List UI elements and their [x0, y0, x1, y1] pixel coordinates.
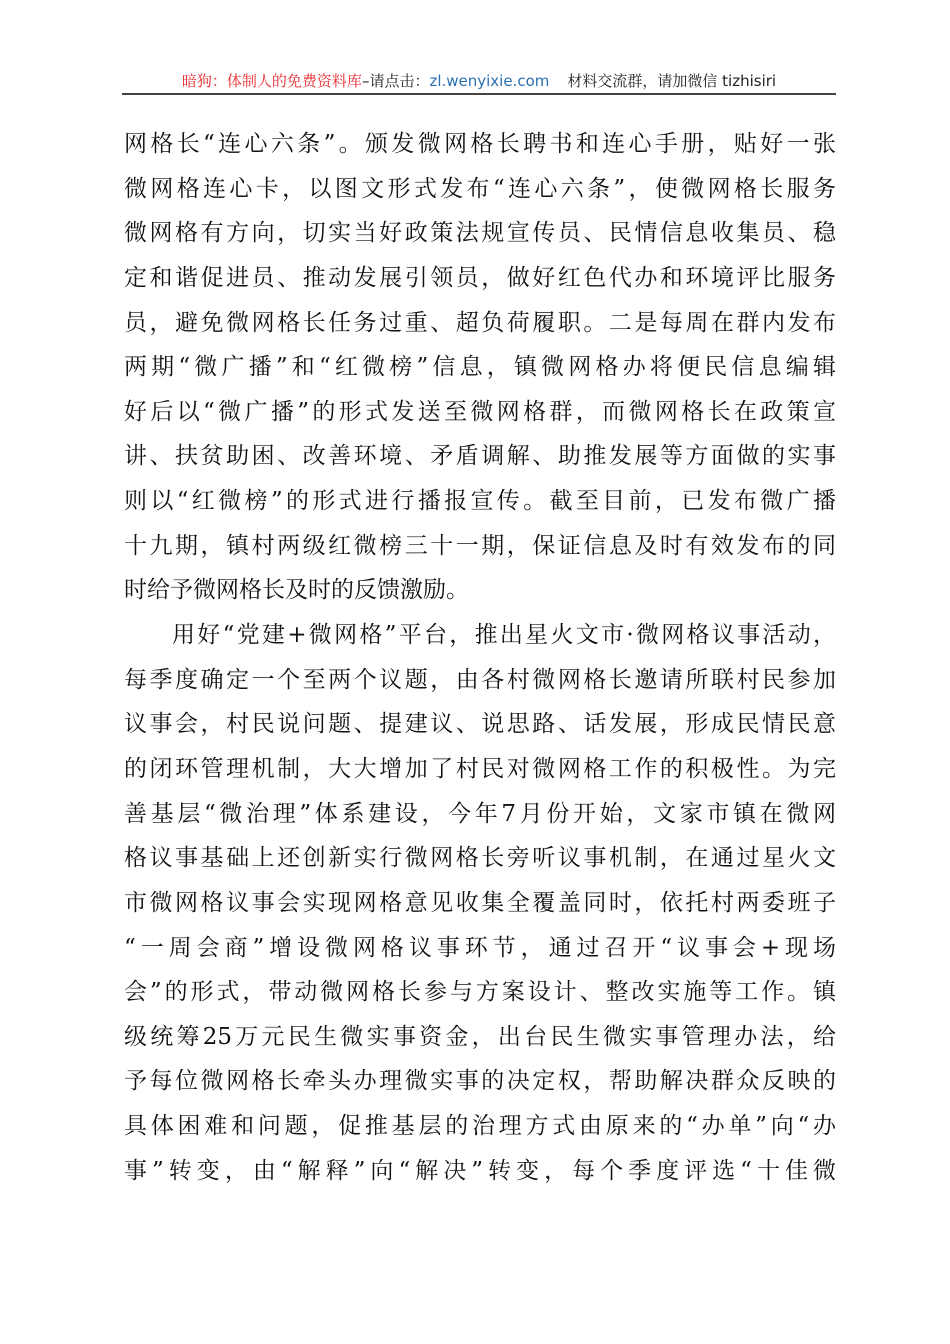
text-line: 好后以“微广播”的形式发送至微网格群，而微网格长在政策宣	[124, 398, 836, 425]
header-url-link[interactable]: zl.wenyixie.com	[429, 72, 550, 90]
text-line: 网格长“连心六条”。颁发微网格长聘书和连心手册，贴好一张	[124, 131, 836, 157]
text-line: 议事会，村民说问题、提建议、说思路、话发展，形成民情民意	[124, 711, 836, 738]
header-group-note: 材料交流群，请加微信 tizhisiri	[567, 72, 777, 90]
text-line: 每季度确定一个至两个议题，由各村微网格长邀请所联村民参加	[124, 666, 836, 693]
text-line: 会”的形式，带动微网格长参与方案设计、整改实施等工作。镇	[124, 979, 836, 1006]
header-click-prompt: –请点击：	[361, 72, 430, 90]
text-line: 级统筹25万元民生微实事资金，出台民生微实事管理办法，给	[124, 1023, 836, 1050]
text-line: 十九期，镇村两级红微榜三十一期，保证信息及时有效发布的同	[124, 532, 836, 559]
header-brand: 暗狗：体制人的免费资料库	[181, 72, 362, 90]
document-body	[124, 122, 836, 1193]
text-line: 的闭环管理机制，大大增加了村民对微网格工作的积极性。为完	[124, 755, 836, 782]
text-line: 微网格有方向，切实当好政策法规宣传员、民情信息收集员、稳	[124, 220, 836, 247]
text-line: 用好“党建+微网格”平台，推出星火文市·微网格议事活动，	[172, 622, 836, 649]
text-line: 两期“微广播”和“红微榜”信息，镇微网格办将便民信息编辑	[124, 354, 836, 381]
text-line: 则以“红微榜”的形式进行播报宣传。截至目前，已发布微广播	[124, 488, 836, 515]
text-line: 定和谐促进员、推动发展引领员，做好红色代办和环境评比服务	[124, 264, 836, 291]
text-line: 具体困难和问题，促推基层的治理方式由原来的“办单”向“办	[124, 1113, 836, 1140]
text-line: 讲、扶贫助困、改善环境、矛盾调解、助推发展等方面做的实事	[124, 443, 836, 470]
text-line: 微网格连心卡，以图文形式发布“连心六条”，使微网格长服务	[124, 175, 836, 202]
header-divider	[122, 93, 836, 95]
page-header	[122, 70, 836, 92]
text-line: 事”转变，由“解释”向“解决”转变，每个季度评选“十佳微	[124, 1157, 836, 1184]
text-line: 市微网格议事会实现网格意见收集全覆盖同时，依托村两委班子	[124, 889, 836, 916]
text-line: 时给予微网格长及时的反馈激励。	[124, 577, 469, 604]
text-line: 予每位微网格长牵头办理微实事的决定权，帮助解决群众反映的	[124, 1068, 836, 1095]
text-line: 善基层“微治理”体系建设，今年7月份开始，文家市镇在微网	[124, 800, 836, 827]
text-line: 员，避免微网格长任务过重、超负荷履职。二是每周在群内发布	[124, 309, 836, 336]
text-line: 格议事基础上还创新实行微网格长旁听议事机制，在通过星火文	[124, 845, 836, 872]
text-line: “一周会商”增设微网格议事环节，通过召开“议事会+现场	[124, 934, 836, 961]
